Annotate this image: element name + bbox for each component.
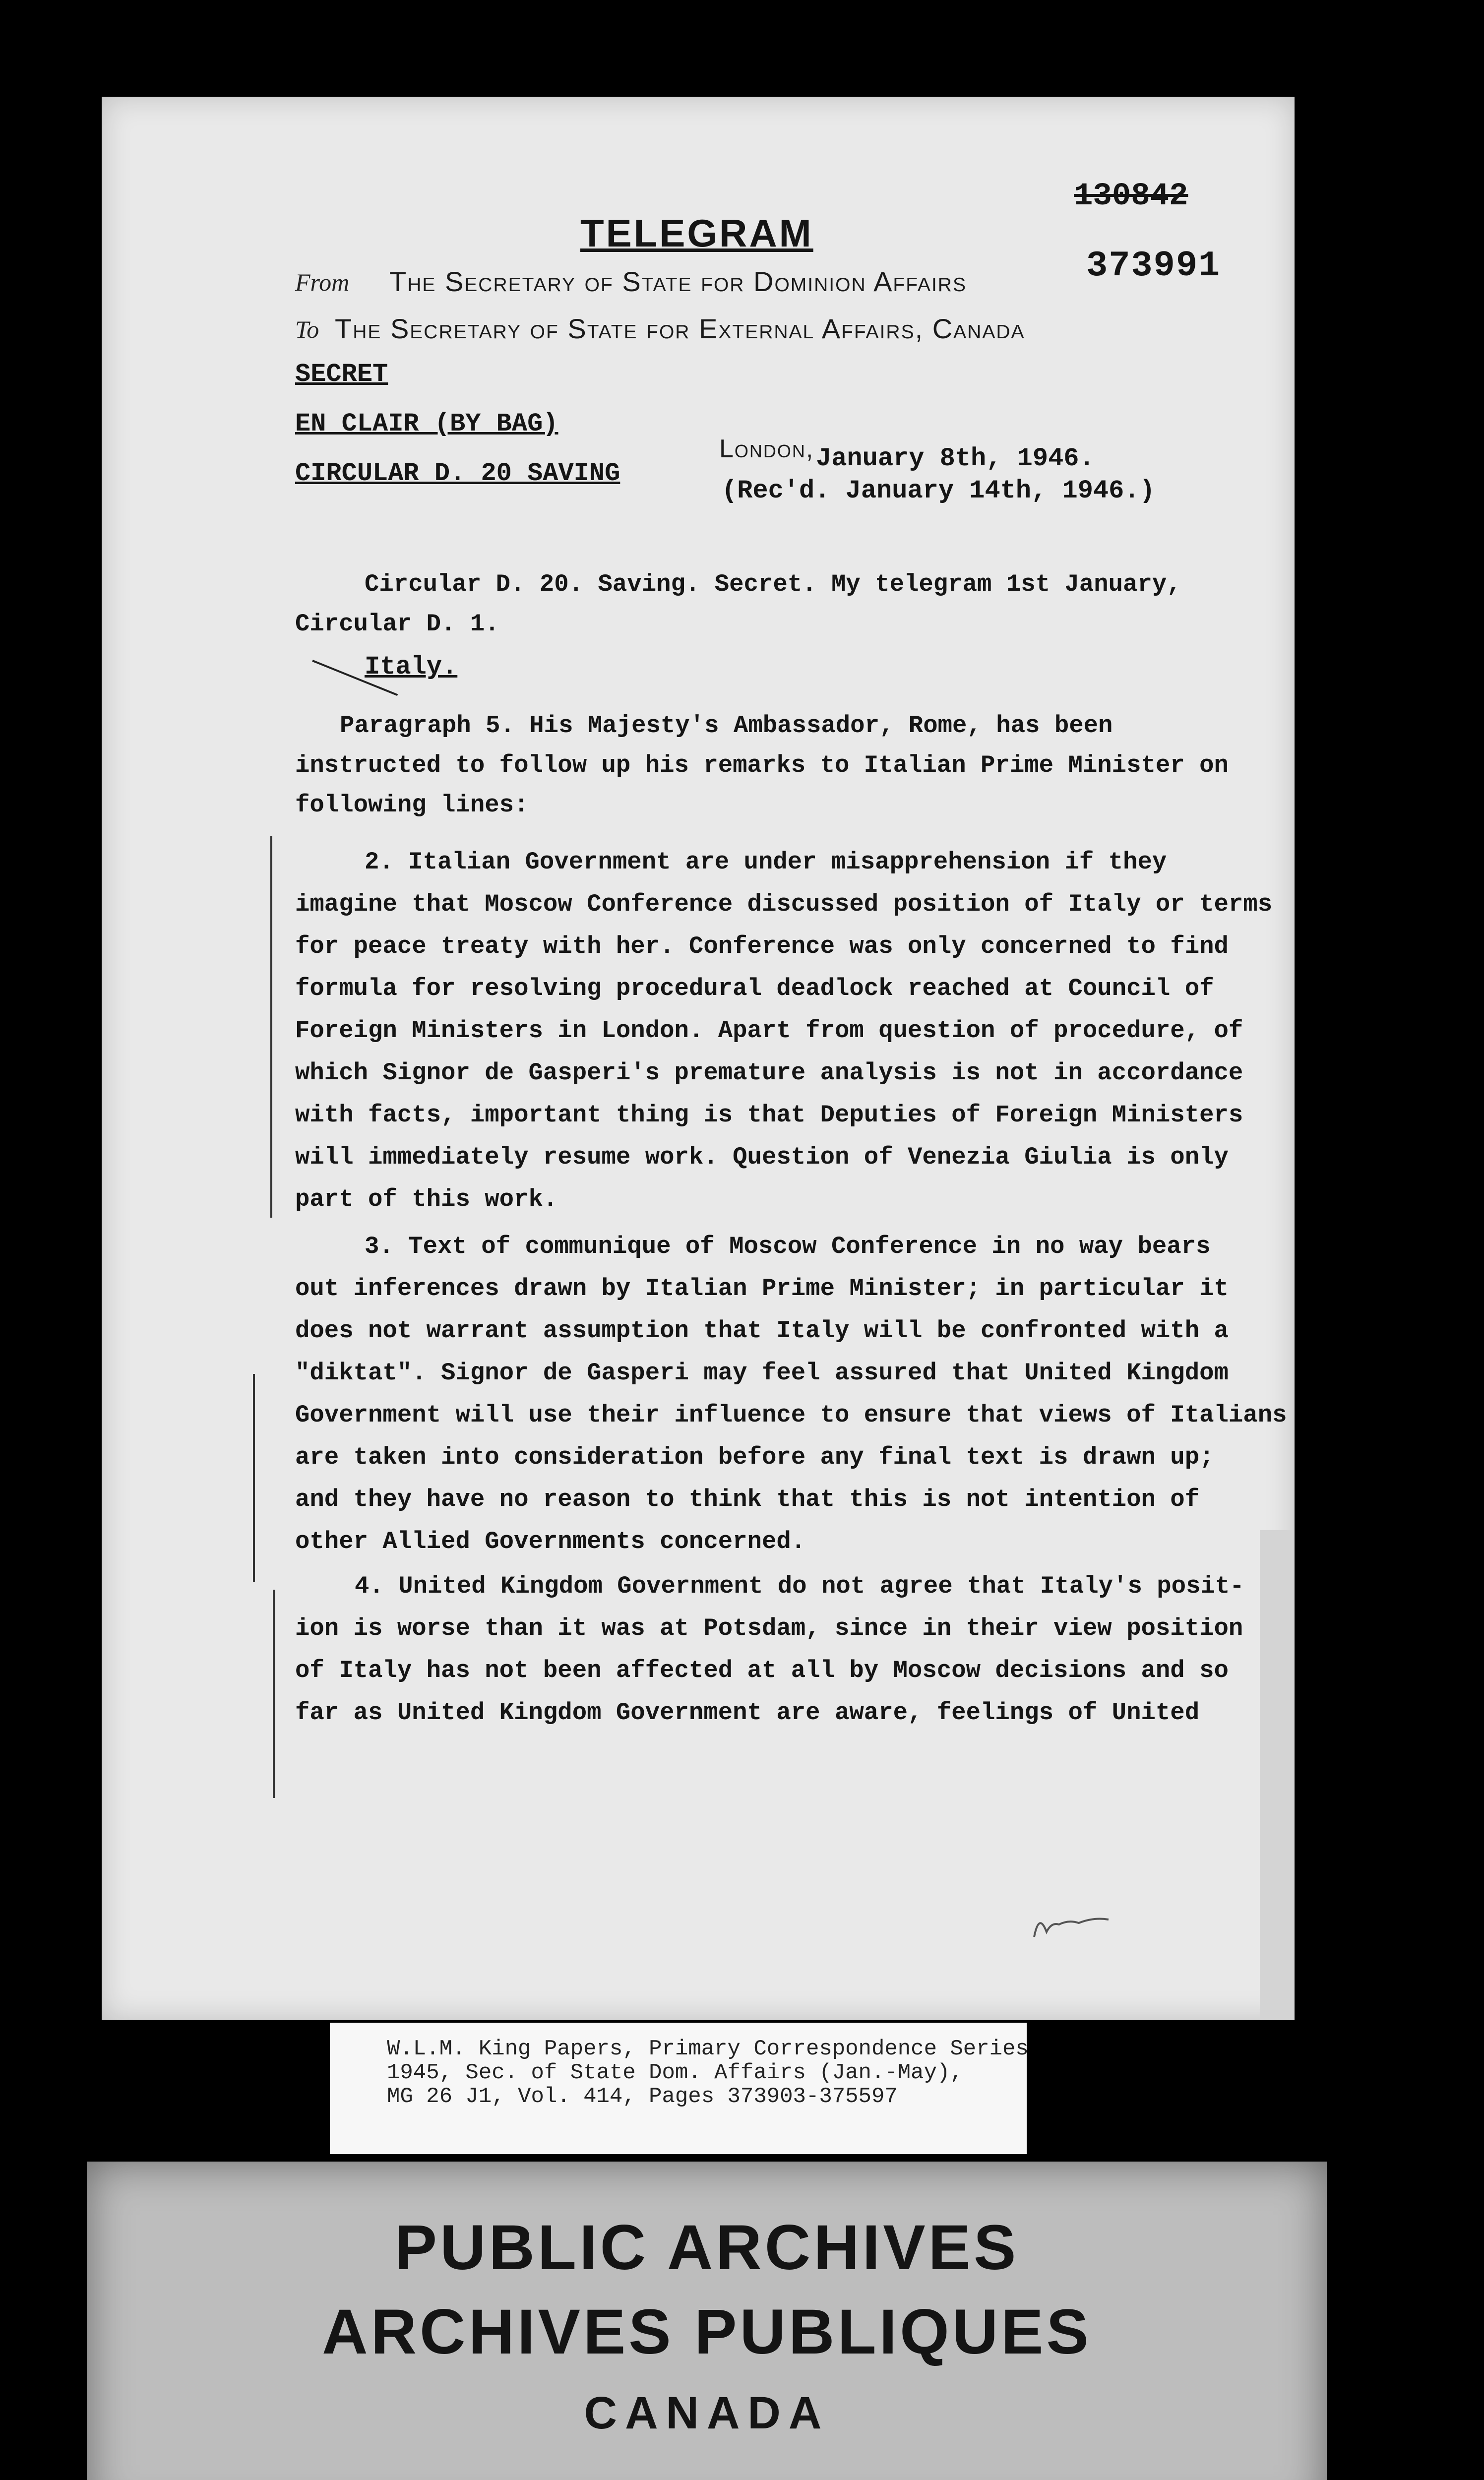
body-line: which Signor de Gasperi's premature analysis is not in accordance [295,1059,1243,1087]
archives-plaque [87,2162,1327,2480]
classification: SECRET [295,360,388,389]
archive-tag-line: W.L.M. King Papers, Primary Correspondence Series [387,2037,1029,2061]
reference-number: 373991 [1086,246,1221,286]
archive-tag-line: MG 26 J1, Vol. 414, Pages 373903-375597 [387,2084,898,2109]
body-line: with facts, important thing is that Deputies of Foreign Ministers [295,1101,1243,1129]
circular-reference: CIRCULAR D. 20 SAVING [295,459,620,488]
margin-line [273,1590,275,1798]
plaque-line-french: ARCHIVES PUBLIQUES [322,2296,1092,2367]
body-line: ion is worse than it was at Potsdam, since in their view position [295,1614,1243,1642]
place: London, [719,434,814,463]
body-line: other Allied Governments concerned. [295,1528,806,1555]
body-line: Paragraph 5. His Majesty's Ambassador, Rome, has been [340,712,1113,740]
from-text: The Secretary of State for Dominion Affairs [389,266,967,297]
section-heading: Italy. [365,652,458,682]
plaque-line-english: PUBLIC ARCHIVES [394,2212,1019,2283]
struck-reference-number: 130842 [1074,179,1188,214]
body-line: far as United Kingdom Government are aware, feelings of United [295,1699,1200,1727]
sheet-edge [1260,1530,1295,2020]
body-line: Circular D. 20. Saving. Secret. My telegram 1st January, [365,570,1181,598]
body-line: Foreign Ministers in London. Apart from question of procedure, of [295,1017,1243,1045]
body-line: does not warrant assumption that Italy will be confronted with a [295,1317,1229,1345]
archive-tag-line: 1945, Sec. of State Dom. Affairs (Jan.-May), [387,2060,963,2085]
plaque-line-country: CANADA [584,2388,830,2438]
telegram-sheet [102,97,1295,2020]
body-line: 4. United Kingdom Government do not agree that Italy's posit- [355,1572,1244,1600]
from-label: From [295,268,350,296]
body-line: for peace treaty with her. Conference was only concerned to find [295,932,1229,960]
body-line: Circular D. 1. [295,610,499,638]
body-line: and they have no reason to think that this is not intention of [295,1486,1200,1513]
received-date: (Rec'd. January 14th, 1946.) [722,476,1155,505]
to-text: The Secretary of State for External Affairs, Canada [335,313,1025,344]
archive-reference-tag [330,2023,1027,2154]
body-line: imagine that Moscow Conference discussed position of Italy or terms [295,890,1273,918]
body-line: 2. Italian Government are under misapprehension if they [365,848,1167,876]
date: January 8th, 1946. [816,444,1095,473]
body-line: part of this work. [295,1185,558,1213]
body-line: 3. Text of communique of Moscow Conference in no way bears [365,1233,1211,1260]
body-line: out inferences drawn by Italian Prime Minister; in particular it [295,1275,1229,1302]
to-label: To [295,315,319,343]
body-line: are taken into consideration before any final text is drawn up; [295,1443,1214,1471]
body-line: of Italy has not been affected at all by Moscow decisions and so [295,1657,1229,1684]
body-line: formula for resolving procedural deadlock reached at Council of [295,975,1214,1002]
margin-line [270,836,272,1218]
body-line: Government will use their influence to ensure that views of Italians [295,1401,1287,1429]
handwritten-initials-icon [1029,1902,1113,1947]
body-line: instructed to follow up his remarks to Italian Prime Minister on [295,751,1229,779]
body-line: will immediately resume work. Question of Venezia Giulia is only [295,1143,1229,1171]
document-title: TELEGRAM [580,211,813,255]
body-line: following lines: [295,791,529,819]
margin-line [253,1374,255,1582]
body-line: "diktat". Signor de Gasperi may feel assured that United Kingdom [295,1359,1229,1387]
transmission-method: EN CLAIR (BY BAG) [295,409,558,438]
